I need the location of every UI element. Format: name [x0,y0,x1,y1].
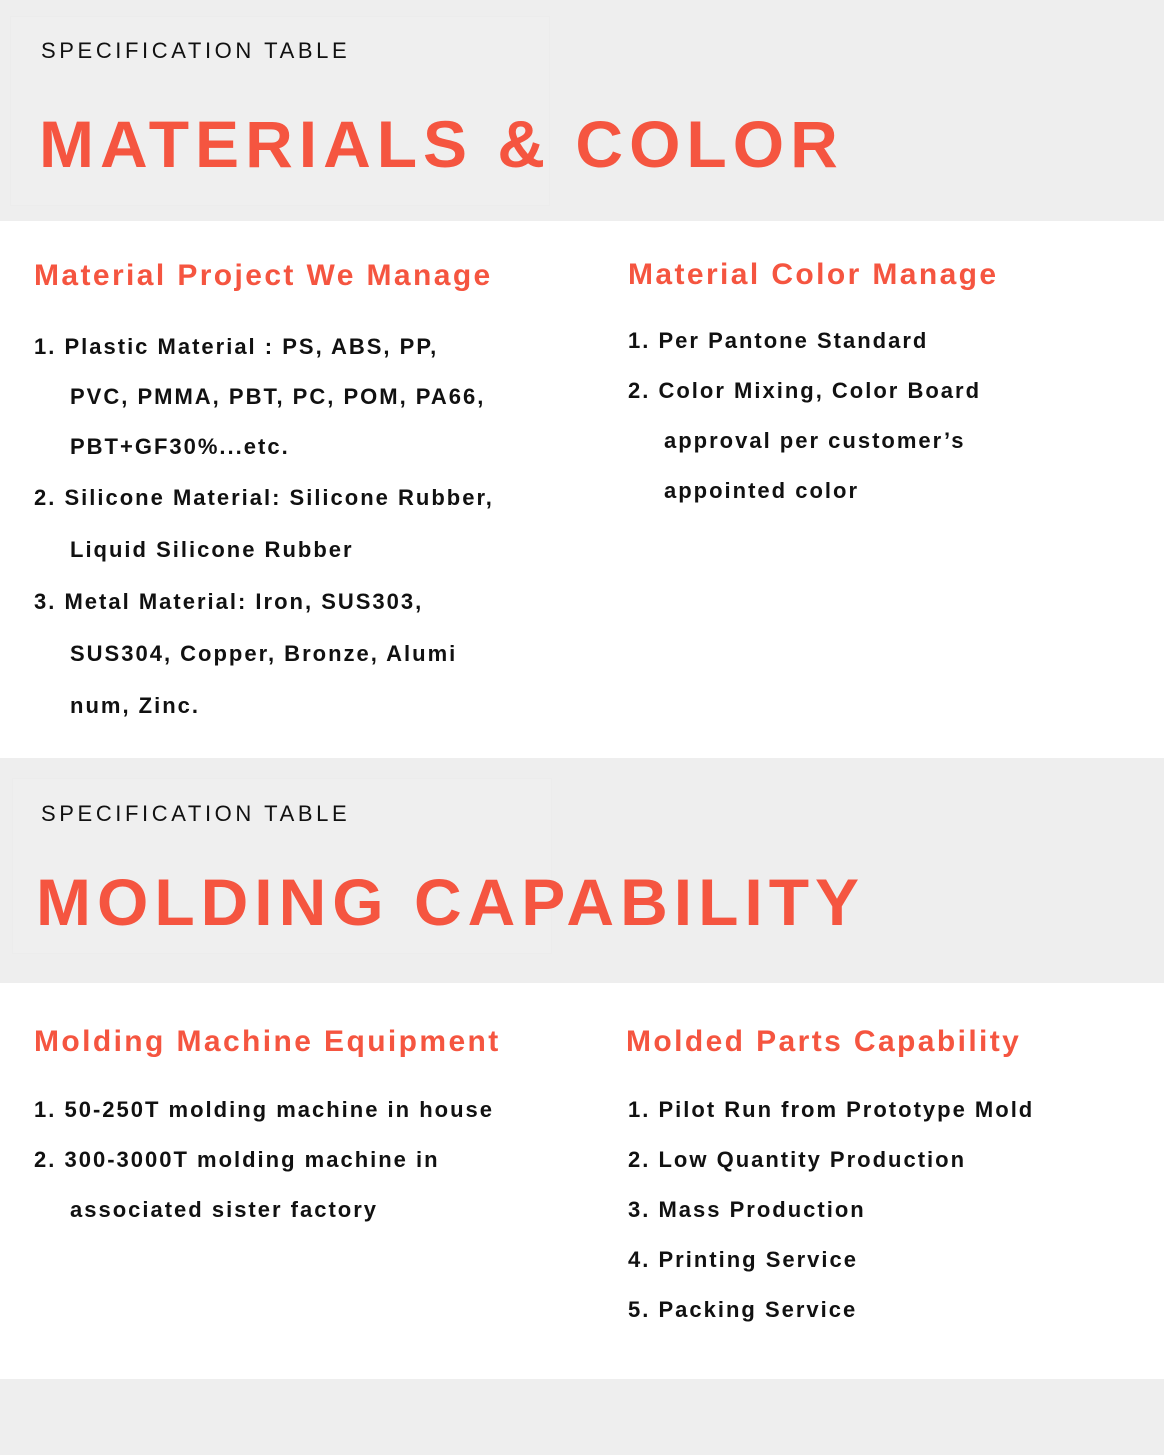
list-item-label: Metal Material: Iron, SUS303, [64,589,424,614]
list-item-continuation: Liquid Silicone Rubber [70,537,354,562]
list-item-label: Pilot Run from Prototype Mold [658,1097,1035,1122]
list-item-label: Packing Service [658,1297,858,1322]
list-item [34,1085,594,1135]
list-item-continuation: associated sister factory [70,1197,379,1222]
list-item-number: 1. [628,328,651,353]
molded-parts-heading: Molded Parts Capability [626,1025,1022,1058]
list-item [34,322,594,472]
list-item [628,1085,1148,1135]
list-item-text [34,1085,594,1135]
list-item [34,1135,594,1235]
list-item [628,366,1148,516]
list-item-number: 5. [628,1297,651,1322]
list-item [628,1135,1148,1185]
list-item-number: 1. [34,1097,57,1122]
list-item-continuation: PBT+GF30%...etc. [70,434,290,459]
molding-machine-heading: Molding Machine Equipment [34,1025,501,1058]
list-item-label: Mass Production [658,1197,866,1222]
list-item-text [34,472,594,524]
list-item-text [34,576,594,628]
section1-header-band [0,0,1164,221]
material-color-heading: Material Color Manage [628,258,999,291]
list-item-number: 3. [628,1197,651,1222]
list-item-continuation: num, Zinc. [70,693,200,718]
section1-title: MATERIALS & COLOR [39,107,844,181]
list-item-number: 2. [34,485,57,510]
section2-title: MOLDING CAPABILITY [36,865,866,939]
molding-machine-list [34,1085,594,1235]
list-item [628,1185,1148,1235]
footer-band [0,1379,1164,1455]
list-item-number: 4. [628,1247,651,1272]
list-item [628,1285,1148,1335]
list-item-label: Per Pantone Standard [658,328,929,353]
list-item-number: 1. [628,1097,651,1122]
list-item-number: 2. [628,1147,651,1172]
list-item-text [628,1285,1148,1335]
list-item-text [628,1085,1148,1135]
list-item-continuation: SUS304, Copper, Bronze, Alumi [70,641,458,666]
list-item-text [628,1185,1148,1235]
list-item-label: Color Mixing, Color Board [658,378,982,403]
section1-eyebrow: SPECIFICATION TABLE [41,38,351,63]
list-item-continuation: approval per customer’s [664,428,966,453]
list-item-number: 3. [34,589,57,614]
material-color-list [628,316,1148,516]
list-item [628,316,1148,366]
list-item-number: 2. [628,378,651,403]
molded-parts-list [628,1085,1148,1335]
list-item-number: 1. [34,334,57,359]
list-item-text [34,322,594,372]
list-item-text [628,1235,1148,1285]
list-item-continuation: appointed color [664,478,859,503]
list-item-label: 50-250T molding machine in house [64,1097,495,1122]
list-item [34,576,594,732]
list-item [628,1235,1148,1285]
section2-header-band [0,758,1164,983]
list-item-text [628,366,1148,416]
list-item-label: Printing Service [658,1247,858,1272]
list-item-label: 300-3000T molding machine in [64,1147,440,1172]
material-project-list [34,322,594,732]
list-item-label: Plastic Material : PS, ABS, PP, [64,334,439,359]
material-project-heading: Material Project We Manage [34,259,493,292]
list-item-number: 2. [34,1147,57,1172]
list-item-label: Silicone Material: Silicone Rubber, [64,485,494,510]
list-item-label: Low Quantity Production [658,1147,967,1172]
section2-eyebrow: SPECIFICATION TABLE [41,801,351,826]
list-item-continuation: PVC, PMMA, PBT, PC, POM, PA66, [70,384,486,409]
list-item-text [628,316,1148,366]
list-item-text [34,1135,594,1185]
list-item-text [628,1135,1148,1185]
list-item [34,472,594,576]
